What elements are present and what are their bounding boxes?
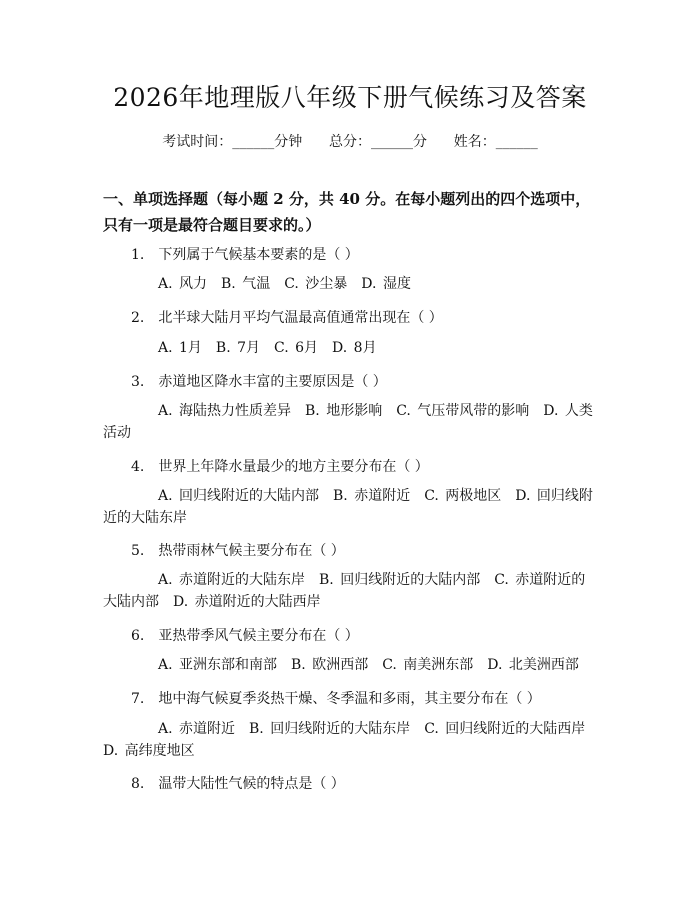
exam-info-line: 考试时间：______分钟 总分：______分 姓名：______ [162,134,538,150]
question-6-stem: 6. 亚热带季风气候主要分布在（ ） [131,628,359,644]
question-3-options: A. 海陆热力性质差异 B. 地形影响 C. 气压带风带的影响 D. 人类活动 [103,403,593,441]
question-2-stem: 2. 北半球大陆月平均气温最高值通常出现在（ ） [131,310,443,326]
page-title: 2026年地理版八年级下册气候练习及答案 [113,83,587,112]
question-6-options: A. 亚洲东部和南部 B. 欧洲西部 C. 南美洲东部 D. 北美洲西部 [158,657,579,673]
section-heading: 一、单项选择题（每小题 2 分，共 40 分。在每小题列出的四个选项中，只有一项是最符合题目要求的。） [103,190,591,234]
question-4-options: A. 回归线附近的大陆内部 B. 赤道附近 C. 两极地区 D. 回归线附近的大陆东岸 [103,488,593,526]
question-1-options: A. 风力 B. 气温 C. 沙尘暴 D. 湿度 [158,276,411,292]
question-7-stem: 7. 地中海气候夏季炎热干燥、冬季温和多雨，其主要分布在（ ） [131,691,541,707]
question-1-stem: 1. 下列属于气候基本要素的是（ ） [131,247,359,263]
question-8-stem: 8. 温带大陆性气候的特点是（ ） [131,776,345,792]
question-5-stem: 5. 热带雨林气候主要分布在（ ） [131,543,345,559]
question-7-options: A. 赤道附近 B. 回归线附近的大陆东岸 C. 回归线附近的大陆西岸 D. 高纬度地区 [103,721,586,759]
question-2-options: A. 1月 B. 7月 C. 6月 D. 8月 [158,340,377,356]
question-5-options: A. 赤道附近的大陆东岸 B. 回归线附近的大陆内部 C. 赤道附近的大陆内部 D. 赤道附近的大陆西岸 [103,572,586,610]
question-4-stem: 4. 世界上年降水量最少的地方主要分布在（ ） [131,459,429,475]
question-3-stem: 3. 赤道地区降水丰富的主要原因是（ ） [131,374,387,390]
